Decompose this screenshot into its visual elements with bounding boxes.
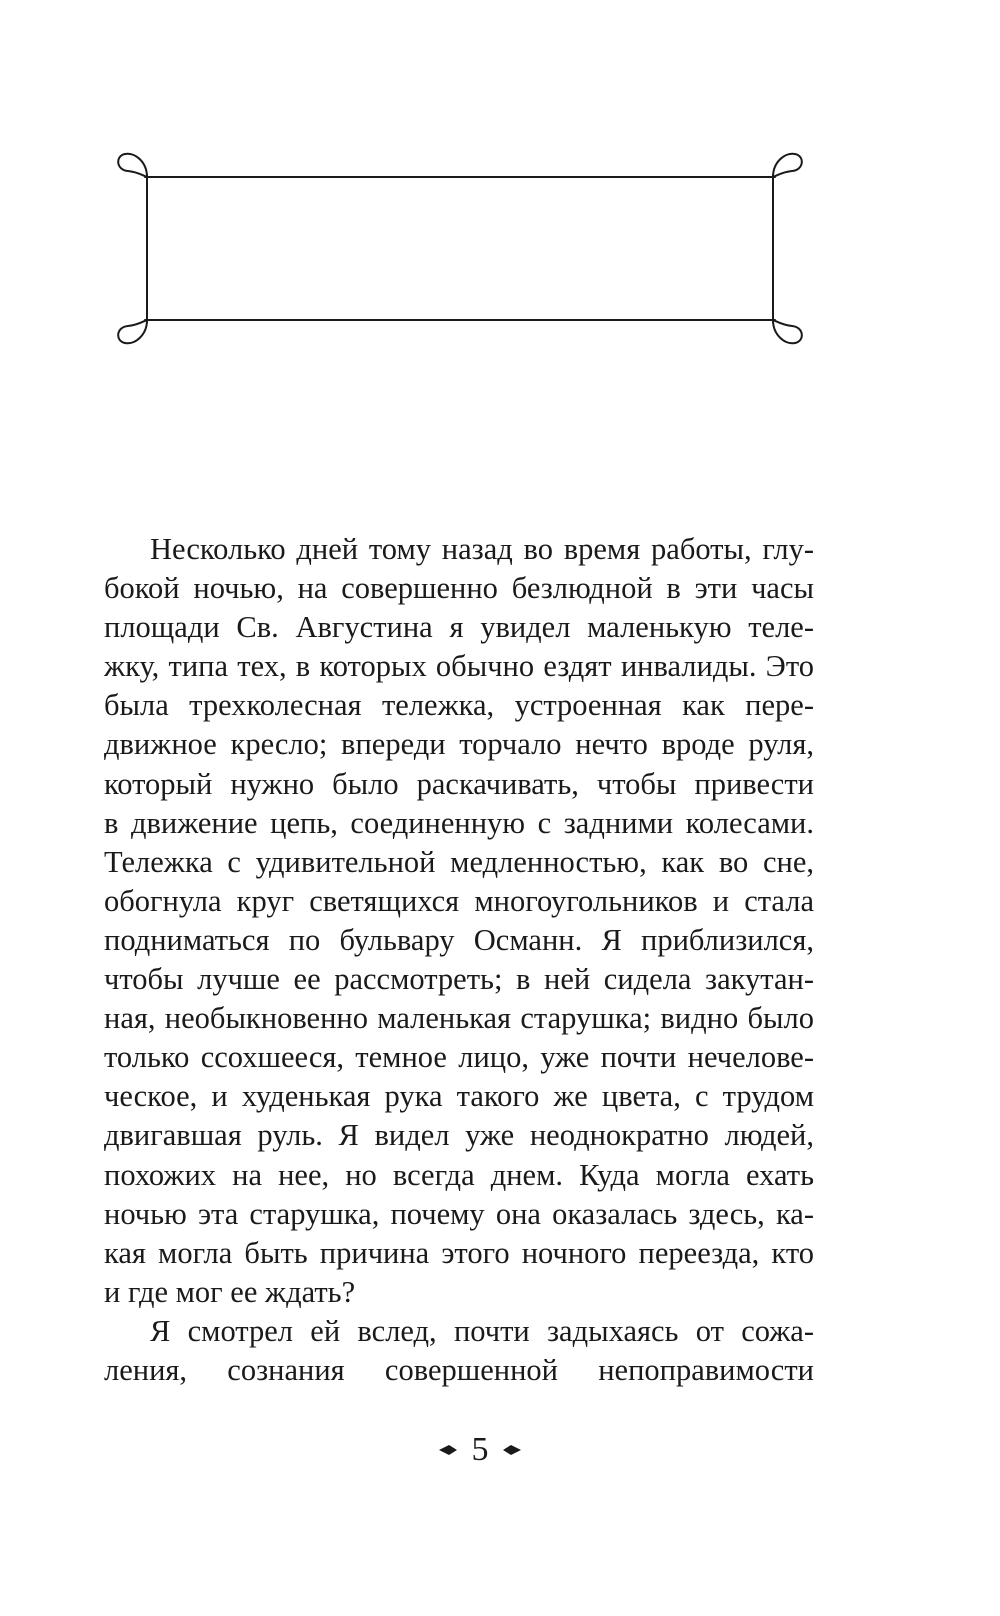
text-line: ления, сознания совершенной непоправимости — [104, 1352, 814, 1387]
text-line: кая могла быть причина этого ночного переезда, кто — [104, 1235, 814, 1270]
text-line: который нужно было раскачивать, чтобы привести — [104, 766, 814, 801]
page-number: 5 — [471, 1431, 489, 1469]
text-line: ческое, и худенькая рука такого же цвета, с трудом — [104, 1079, 814, 1114]
text-line: обогнула круг светящихся многоугольников и стала — [104, 883, 814, 918]
text-line: ночью эта старушка, почему она оказалась здесь, ка- — [104, 1196, 814, 1231]
text-line: движное кресло; впереди торчало нечто вроде руля, — [104, 727, 814, 762]
diamond-ornament-icon — [439, 1444, 457, 1456]
text-line: Несколько дней тому назад во время работы, глу- — [150, 532, 814, 566]
text-line: бокой ночью, на совершенно безлюдной в эти часы — [104, 571, 814, 606]
text-line: в движение цепь, соединенную с задними колесами. — [104, 805, 814, 840]
text-line: двигавшая руль. Я видел уже неоднократно людей, — [104, 1118, 814, 1153]
text-line: похожих на нее, но всегда днем. Куда могла ехать — [104, 1157, 814, 1192]
body-text — [104, 530, 814, 1390]
text-line: только ссохшееся, темное лицо, уже почти нечелове- — [104, 1040, 814, 1075]
text-line: площади Св. Августина я увидел маленькую теле- — [104, 610, 814, 645]
text-line: жку, типа тех, в которых обычно ездят инвалиды. Это — [104, 649, 814, 684]
text-line: чтобы лучше ее рассмотреть; в ней сидела закутан- — [104, 962, 814, 997]
text-line: и где мог ее ждать? — [104, 1274, 356, 1309]
text-line: подниматься по бульвару Османн. Я приблизился, — [104, 922, 814, 957]
text-line: Тележка с удивительной медленностью, как во сне, — [104, 844, 814, 879]
text-line: ная, необыкновенно маленькая старушка; видно было — [104, 1001, 814, 1036]
text-line: была трехколесная тележка, устроенная как пере- — [104, 688, 814, 723]
diamond-ornament-icon — [503, 1444, 521, 1456]
chapter-title-frame — [110, 140, 810, 360]
text-line: Я смотрел ей вслед, почти задыхаясь от сожа- — [150, 1313, 814, 1348]
page-footer — [0, 1428, 960, 1470]
